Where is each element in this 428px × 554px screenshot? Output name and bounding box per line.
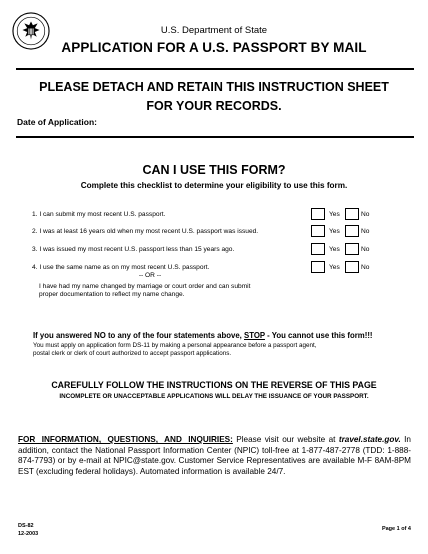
- stop-detail-line-2: postal clerk or clerk of court authorized to accept passport applications.: [33, 350, 232, 357]
- checkbox-no-2[interactable]: [345, 225, 359, 237]
- follow-instructions-subheading: INCOMPLETE OR UNACCEPTABLE APPLICATIONS WILL DELAY THE ISSUANCE OF YOUR PASSPORT.: [59, 393, 369, 400]
- yes-label-3: Yes: [329, 246, 340, 253]
- form-title: APPLICATION FOR A U.S. PASSPORT BY MAIL: [61, 40, 367, 55]
- checklist-item-3: 3. I was issued my most recent U.S. passport less than 15 years ago.: [32, 246, 235, 253]
- yes-label-1: Yes: [329, 211, 340, 218]
- name-change-statement: [39, 283, 250, 299]
- checklist-subheading: Complete this checklist to determine your eligibility to use this form.: [80, 181, 348, 190]
- divider-middle: [16, 136, 414, 138]
- name-change-line-2: proper documentation to reflect my name change.: [39, 291, 185, 298]
- stop-warning: [33, 331, 373, 340]
- information-text-2: In addition, contact the National Passport Information Center (NPIC) toll-free at 1-877-487-2778 (TDD: 1-888-874-7793) or by e-mail at NPIC@state.gov. Customer Service Representatives are available M-F 8AM-8PM EST (excluding federal holidays). Automated information is available 24/7.: [18, 435, 411, 476]
- checklist-item-2: 2. I was at least 16 years old when my most recent U.S. passport was issued.: [32, 228, 259, 235]
- detach-notice: [0, 78, 428, 116]
- checklist-heading: CAN I USE THIS FORM?: [142, 163, 286, 177]
- stop-word: STOP: [244, 331, 265, 340]
- form-identifier: [18, 522, 38, 538]
- checkbox-no-4[interactable]: [345, 261, 359, 273]
- date-of-application-label: Date of Application:: [17, 117, 97, 127]
- checkbox-no-3[interactable]: [345, 243, 359, 255]
- no-label-1: No: [361, 211, 370, 218]
- checkbox-no-1[interactable]: [345, 208, 359, 220]
- form-number: DS-82: [18, 523, 34, 529]
- yes-label-4: Yes: [329, 264, 340, 271]
- no-label-3: No: [361, 246, 370, 253]
- detach-line-2: FOR YOUR RECORDS.: [146, 99, 282, 113]
- stop-warning-detail: [33, 342, 317, 358]
- stop-warning-tail: - You cannot use this form!!!: [267, 331, 373, 340]
- detach-line-1: PLEASE DETACH AND RETAIN THIS INSTRUCTION SHEET: [39, 80, 389, 94]
- yes-label-2: Yes: [329, 228, 340, 235]
- divider-top: [16, 68, 414, 70]
- checklist-item-1: 1. I can submit my most recent U.S. passport.: [32, 211, 166, 218]
- checkbox-yes-3[interactable]: [311, 243, 325, 255]
- form-date: 12-2003: [18, 531, 39, 537]
- no-label-4: No: [361, 264, 370, 271]
- information-text-1: Please visit our website at: [232, 435, 339, 444]
- checkbox-yes-2[interactable]: [311, 225, 325, 237]
- website-link[interactable]: travel.state.gov.: [338, 435, 401, 444]
- no-label-2: No: [361, 228, 370, 235]
- checkbox-yes-4[interactable]: [311, 261, 325, 273]
- follow-instructions-heading: CAREFULLY FOLLOW THE INSTRUCTIONS ON THE REVERSE OF THIS PAGE: [51, 380, 377, 390]
- checklist-item-4: 4. I use the same name as on my most recent U.S. passport.: [32, 264, 210, 271]
- page-number: Page 1 of 4: [381, 526, 411, 532]
- stop-warning-lead: If you answered NO to any of the four statements above,: [33, 331, 242, 340]
- checkbox-yes-1[interactable]: [311, 208, 325, 220]
- name-change-line-1: I have had my name changed by marriage or court order and can submit: [39, 283, 251, 290]
- or-separator: -- OR --: [138, 272, 162, 279]
- stop-detail-line-1: You must apply on application form DS-11 by making a personal appearance before a passport agent,: [33, 342, 317, 349]
- information-lead: FOR INFORMATION, QUESTIONS, AND INQUIRIES:: [18, 435, 233, 444]
- department-name: U.S. Department of State: [160, 25, 268, 36]
- information-paragraph: [18, 435, 411, 477]
